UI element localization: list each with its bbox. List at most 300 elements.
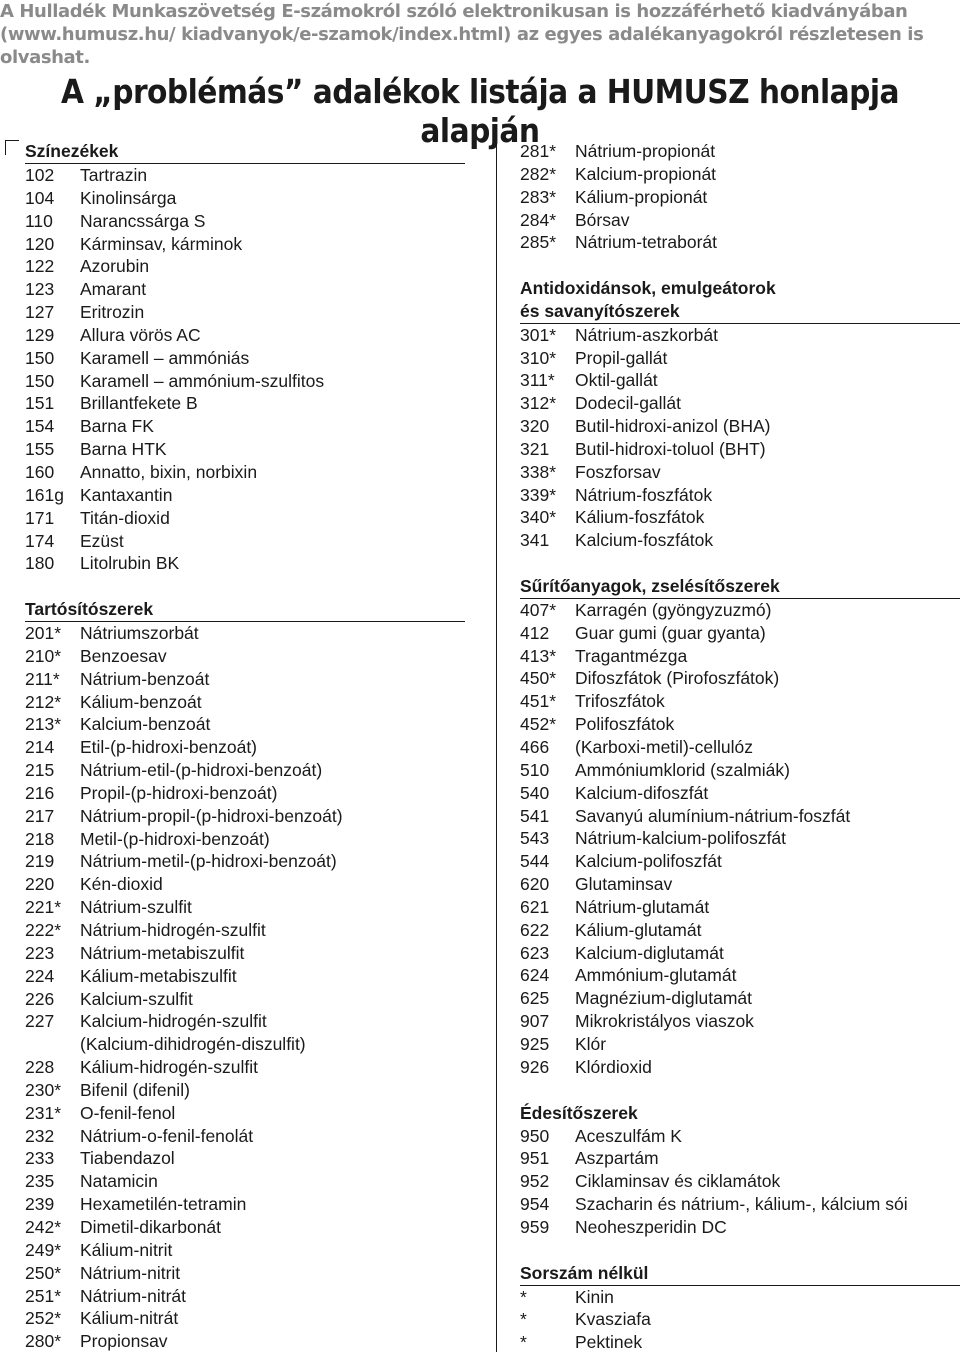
- additive-name: Kálium-glutamát: [575, 919, 702, 940]
- e-number: 340*: [520, 507, 557, 528]
- e-number: 252*: [25, 1308, 62, 1329]
- additive-name: Polifoszfátok: [575, 714, 675, 735]
- additive-name: Kalcium-diglutamát: [575, 942, 724, 963]
- e-number: 214: [25, 737, 55, 758]
- e-number: 226: [25, 988, 55, 1009]
- additive-name-line-2: (Kalcium-dihidrogén-diszulfit): [80, 1034, 306, 1055]
- list-item: [520, 987, 960, 1010]
- list-item: [520, 759, 960, 782]
- additive-name: Dodecil-gallát: [575, 393, 682, 414]
- additive-name: Propil-(p-hidroxi-benzoát): [80, 782, 278, 803]
- e-number: 282*: [520, 163, 557, 184]
- list-item: [520, 599, 960, 622]
- list-item: [520, 1033, 960, 1056]
- additive-name: Ammóniumklorid (szalmiák): [575, 759, 790, 780]
- list-item: [25, 438, 465, 461]
- list-item: [520, 713, 960, 736]
- spacer: [520, 254, 960, 277]
- e-number: 321: [520, 438, 550, 459]
- additive-name: Propil-gallát: [575, 347, 668, 368]
- list-item: [520, 736, 960, 759]
- additive-name: Litolrubin BK: [80, 553, 180, 574]
- e-number: 180: [25, 553, 55, 574]
- list-item: [25, 965, 465, 988]
- additive-name: Difoszfátok (Pirofoszfátok): [575, 668, 780, 689]
- e-number: 413*: [520, 645, 557, 666]
- additive-name: Tragantmézga: [575, 645, 688, 666]
- spacer: [520, 1239, 960, 1262]
- list-item: [25, 1079, 465, 1102]
- e-number: 907: [520, 1011, 550, 1032]
- e-number: 621: [520, 896, 550, 917]
- e-number: 122: [25, 256, 55, 277]
- list-item: [25, 988, 465, 1011]
- list-suritoanyagok: [520, 599, 960, 1079]
- e-number: *: [520, 1309, 527, 1330]
- additive-name: Kálium-nitrát: [80, 1308, 179, 1329]
- additive-name: Kén-dioxid: [80, 874, 163, 895]
- e-number: 223: [25, 942, 55, 963]
- additive-name: Nátrium-nitrát: [80, 1285, 186, 1306]
- list-item: [520, 1056, 960, 1079]
- e-number: 281*: [520, 141, 557, 161]
- list-item: [520, 1010, 960, 1033]
- e-number: 510: [520, 759, 550, 780]
- list-item: [25, 759, 465, 782]
- additive-name: Karragén (gyöngyzuzmó): [575, 599, 772, 620]
- list-item: [520, 850, 960, 873]
- list-item: [25, 324, 465, 347]
- list-item: [25, 1170, 465, 1193]
- list-item: [25, 1147, 465, 1170]
- page-title: A „problémás” adalékok listája a HUMUSZ honlapja alapján: [60, 72, 899, 150]
- list-item: [520, 140, 960, 163]
- list-item: [25, 1239, 465, 1262]
- e-number: 283*: [520, 186, 557, 207]
- e-number: 222*: [25, 920, 62, 940]
- additive-name: Nátrium-benzoát: [80, 668, 210, 689]
- list-item: [25, 873, 465, 896]
- list-item: [25, 850, 465, 873]
- e-number: 127: [25, 302, 55, 323]
- e-number: 217: [25, 805, 55, 826]
- additive-name: Etil-(p-hidroxi-benzoát): [80, 737, 258, 758]
- list-item: [25, 461, 465, 484]
- list-item: [520, 805, 960, 828]
- spacer: [25, 575, 465, 598]
- additive-name: Kálium-propionát: [575, 186, 708, 207]
- list-item: [25, 805, 465, 828]
- list-item: [520, 438, 960, 461]
- e-number: 211*: [25, 668, 60, 689]
- e-number: 224: [25, 965, 55, 986]
- e-number: 233: [25, 1148, 55, 1169]
- additive-name: Nátrium-kalcium-polifoszfát: [575, 828, 787, 849]
- right-column: [520, 140, 960, 1354]
- additive-name: Butil-hidroxi-anizol (BHA): [575, 416, 771, 437]
- additive-name: Nátrium-szulfit: [80, 897, 192, 918]
- additive-name: Dimetil-dikarbonát: [80, 1216, 222, 1237]
- e-number: 544: [520, 851, 550, 872]
- additive-name: Kalcium-propionát: [575, 163, 717, 184]
- additive-name: Propionsav: [80, 1331, 168, 1352]
- additive-name: Azorubin: [80, 256, 150, 277]
- list-item: [25, 782, 465, 805]
- e-number: 285*: [520, 232, 557, 253]
- additive-name: Kálium-hidrogén-szulfit: [80, 1057, 258, 1078]
- list-item: [25, 622, 465, 645]
- e-number: 154: [25, 416, 55, 437]
- section-heading-suritoanyagok: Sűrítőanyagok, zselésítőszerek: [520, 575, 960, 599]
- additive-name: Amarant: [80, 279, 147, 300]
- list-item: [25, 484, 465, 507]
- e-number: 407*: [520, 599, 557, 620]
- additive-name: Nátrium-metil-(p-hidroxi-benzoát): [80, 851, 337, 872]
- e-number: 950: [520, 1125, 550, 1146]
- list-item: [520, 1193, 960, 1216]
- list-item: [520, 622, 960, 645]
- additive-name: Eritrozin: [80, 302, 145, 323]
- additive-name: O-fenil-fenol: [80, 1102, 176, 1123]
- additive-name: Kinin: [575, 1286, 614, 1307]
- section-heading-edesitoszerek: Édesítőszerek: [520, 1102, 638, 1123]
- list-szinezekek: [25, 164, 465, 575]
- e-number: 150: [25, 347, 55, 368]
- list-item: [25, 370, 465, 393]
- list-item: [25, 828, 465, 851]
- e-number: 230*: [25, 1079, 62, 1100]
- additive-name: Kálium-benzoát: [80, 691, 202, 712]
- additive-name: Nátrium-nitrit: [80, 1262, 181, 1283]
- e-number: 450*: [520, 668, 557, 689]
- list-item: [520, 1147, 960, 1170]
- e-number: *: [520, 1332, 527, 1353]
- additive-name: Kálium-metabiszulfit: [80, 965, 237, 986]
- additive-name: Neoheszperidin DC: [575, 1216, 727, 1237]
- list-item: [520, 231, 960, 254]
- additive-name: Benzoesav: [80, 645, 167, 666]
- e-number: 280*: [25, 1331, 62, 1352]
- e-number: 219: [25, 851, 55, 872]
- e-number: 310*: [520, 347, 557, 368]
- e-number: 249*: [25, 1239, 62, 1260]
- list-continued: [520, 140, 960, 254]
- e-number: 174: [25, 530, 55, 551]
- list-item: [25, 1056, 465, 1079]
- list-item: [25, 1285, 465, 1308]
- list-item: [25, 530, 465, 553]
- additive-name: Nátrium-propionát: [575, 141, 716, 161]
- list-item: [520, 392, 960, 415]
- list-item: [25, 645, 465, 668]
- additive-name: Nátrium-hidrogén-szulfit: [80, 920, 266, 940]
- e-number: 239: [25, 1194, 55, 1215]
- additive-name: Barna HTK: [80, 439, 167, 460]
- list-item: [25, 691, 465, 714]
- e-number: 102: [25, 165, 55, 185]
- list-item: [25, 552, 465, 575]
- e-number: 543: [520, 828, 550, 849]
- e-number: 151: [25, 393, 55, 414]
- e-number: *: [520, 1286, 527, 1307]
- list-item: [520, 461, 960, 484]
- list-item: [520, 896, 960, 919]
- list-item: [25, 347, 465, 370]
- e-number: 312*: [520, 393, 557, 414]
- e-number: 412: [520, 622, 550, 643]
- additive-name: [80, 1010, 465, 1056]
- additive-name: Karamell – ammónium-szulfitos: [80, 370, 325, 391]
- e-number: 235: [25, 1171, 55, 1192]
- additive-name: Kalcium-szulfit: [80, 988, 193, 1009]
- intro-note: A Hulladék Munkaszövetség E-számokról szóló elektronikusan is hozzáférhető kiadványában (www.humusz.hu/ kiadvanyok/e-szamok/index.html) az egyes adalékanyagokról részletesen is olvashat.: [0, 1, 924, 68]
- additive-name: Ezüst: [80, 530, 124, 551]
- e-number: 541: [520, 805, 550, 826]
- additive-name: Kalcium-foszfátok: [575, 530, 714, 551]
- section-heading-tartositoszerek: Tartósítószerek: [25, 598, 465, 622]
- list-item: [520, 1125, 960, 1148]
- additive-name: Nátrium-aszkorbát: [575, 324, 718, 345]
- additive-name: Nátrium-glutamát: [575, 896, 710, 917]
- e-number: 129: [25, 324, 55, 345]
- e-number: 232: [25, 1125, 55, 1146]
- additive-name: Tiabendazol: [80, 1148, 175, 1169]
- additive-name: Klór: [575, 1033, 607, 1054]
- list-item: [25, 1307, 465, 1330]
- additive-name: Nátrium-etil-(p-hidroxi-benzoát): [80, 760, 323, 781]
- list-item: [25, 736, 465, 759]
- additive-name: Kinolinsárga: [80, 187, 177, 208]
- e-number: 212*: [25, 691, 62, 712]
- e-number: 951: [520, 1148, 550, 1169]
- list-item: [25, 507, 465, 530]
- additive-name: Foszforsav: [575, 461, 661, 482]
- list-item: [520, 827, 960, 850]
- list-item: [25, 942, 465, 965]
- section-heading-antioxidansok: [520, 277, 960, 324]
- e-number: 284*: [520, 209, 557, 230]
- additive-name: Narancssárga S: [80, 210, 206, 231]
- e-number: 301*: [520, 324, 557, 345]
- list-item: [25, 301, 465, 324]
- heading-line-2: és savanyítószerek: [520, 300, 680, 321]
- list-item: [25, 668, 465, 691]
- list-item: [520, 484, 960, 507]
- e-number: 540: [520, 782, 550, 803]
- e-number: 954: [520, 1194, 550, 1215]
- list-item: [520, 667, 960, 690]
- additive-name: Titán-dioxid: [80, 507, 170, 528]
- e-number: 452*: [520, 714, 557, 735]
- column-divider: [496, 140, 497, 1352]
- e-number: 221*: [25, 897, 62, 918]
- list-item: [25, 187, 465, 210]
- e-number: 466: [520, 737, 550, 757]
- spacer: [520, 552, 960, 575]
- additive-name: Bifenil (difenil): [80, 1079, 190, 1100]
- additive-name: Kálium-foszfátok: [575, 507, 705, 528]
- list-item: [520, 506, 960, 529]
- additive-name: Hexametilén-tetramin: [80, 1194, 247, 1215]
- additive-name: (Karboxi-metil)-cellulóz: [575, 737, 753, 757]
- e-number: 227: [25, 1011, 55, 1032]
- additive-name: Glutaminsav: [575, 874, 673, 895]
- list-item: [520, 919, 960, 942]
- list-item: [520, 942, 960, 965]
- additive-name: Brillantfekete B: [80, 393, 198, 414]
- additive-name: Bórsav: [575, 209, 630, 230]
- list-item: [25, 896, 465, 919]
- additive-name: Nátrium-o-fenil-fenolát: [80, 1125, 254, 1146]
- e-number: 242*: [25, 1216, 62, 1237]
- additive-name: Aceszulfám K: [575, 1125, 682, 1146]
- list-item: [25, 255, 465, 278]
- e-number: 451*: [520, 691, 557, 712]
- additive-name: Aszpartám: [575, 1148, 659, 1169]
- e-number: 215: [25, 760, 55, 781]
- e-number: 925: [520, 1033, 550, 1054]
- list-item: [520, 873, 960, 896]
- additive-name: Nátrium-propil-(p-hidroxi-benzoát): [80, 805, 343, 826]
- list-item: [520, 1286, 960, 1309]
- list-item: [520, 964, 960, 987]
- additive-name: Pektinek: [575, 1332, 643, 1353]
- list-item: [520, 1308, 960, 1331]
- list-item: [25, 278, 465, 301]
- additive-name: Klórdioxid: [575, 1056, 652, 1077]
- e-number: 220: [25, 874, 55, 895]
- additive-name: Kalcium-difoszfát: [575, 782, 709, 803]
- e-number: 623: [520, 942, 550, 963]
- list-sorszam-nelkul: [520, 1286, 960, 1355]
- e-number: 320: [520, 416, 550, 437]
- e-number: 213*: [25, 714, 62, 735]
- additive-name: Butil-hidroxi-toluol (BHT): [575, 438, 766, 459]
- additive-name: Nátriumszorbát: [80, 623, 199, 644]
- additive-name: Nátrium-foszfátok: [575, 484, 713, 505]
- e-number: 228: [25, 1057, 55, 1078]
- list-item: [520, 347, 960, 370]
- list-item: [25, 1193, 465, 1216]
- heading-line-1: Antidoxidánsok, emulgeátorok: [520, 278, 776, 299]
- e-number: 201*: [25, 623, 62, 644]
- corner-rule: [5, 140, 19, 141]
- e-number: 624: [520, 965, 550, 986]
- e-number: 311*: [520, 370, 555, 391]
- list-item: [25, 1102, 465, 1125]
- additive-name: Kárminsav, kárminok: [80, 233, 243, 254]
- list-item: [520, 529, 960, 552]
- additive-name: Oktil-gallát: [575, 370, 658, 391]
- e-number: 251*: [25, 1285, 62, 1306]
- list-item: [25, 164, 465, 187]
- additive-name: Ammónium-glutamát: [575, 965, 737, 986]
- e-number: 620: [520, 874, 550, 895]
- e-number: 622: [520, 919, 550, 940]
- e-number: 952: [520, 1171, 550, 1192]
- list-item: [520, 690, 960, 713]
- left-column: [25, 140, 465, 1353]
- list-item: [25, 233, 465, 256]
- additive-name: Nátrium-tetraborát: [575, 232, 717, 253]
- e-number: 231*: [25, 1102, 62, 1123]
- additive-name: Kálium-nitrit: [80, 1239, 173, 1260]
- additive-name: Natamicin: [80, 1171, 158, 1192]
- additive-name: Allura vörös AC: [80, 324, 201, 345]
- list-item: [520, 1216, 960, 1239]
- list-item: [520, 209, 960, 232]
- e-number: 338*: [520, 461, 557, 482]
- additive-name: Trifoszfátok: [575, 691, 665, 712]
- additive-name: Karamell – ammóniás: [80, 347, 250, 368]
- list-item: [520, 415, 960, 438]
- e-number: 150: [25, 370, 55, 391]
- section-heading-sorszam-nelkul: Sorszám nélkül: [520, 1262, 960, 1286]
- additive-name: Kalcium-polifoszfát: [575, 851, 722, 872]
- additive-name: Kantaxantin: [80, 484, 173, 505]
- additive-name: Barna FK: [80, 416, 154, 437]
- list-item: [25, 713, 465, 736]
- list-item: [25, 415, 465, 438]
- section-heading-szinezekek: Színezékek: [25, 140, 465, 164]
- additive-name: Guar gumi (guar gyanta): [575, 622, 766, 643]
- additive-name: Savanyú alumínium-nátrium-foszfát: [575, 805, 851, 826]
- list-item: [520, 645, 960, 668]
- spacer: [520, 1079, 960, 1102]
- list-antioxidansok: [520, 324, 960, 552]
- additive-name: Nátrium-metabiszulfit: [80, 942, 245, 963]
- e-number: 123: [25, 279, 55, 300]
- list-item: [520, 1170, 960, 1193]
- e-number: 926: [520, 1056, 550, 1077]
- additive-name: Mikrokristályos viaszok: [575, 1011, 754, 1032]
- e-number: 120: [25, 233, 55, 254]
- list-item: [25, 1330, 465, 1353]
- list-item: [25, 1262, 465, 1285]
- additive-name: Tartrazin: [80, 165, 148, 185]
- e-number: 216: [25, 782, 55, 803]
- e-number: 104: [25, 187, 55, 208]
- additive-name: Annatto, bixin, norbixin: [80, 461, 258, 482]
- e-number: 625: [520, 988, 550, 1009]
- additive-name: Kalcium-benzoát: [80, 714, 211, 735]
- e-number: 171: [25, 507, 55, 528]
- e-number: 160: [25, 461, 55, 482]
- list-edesitoszerek: [520, 1125, 960, 1239]
- list-item: [25, 210, 465, 233]
- e-number: 110: [25, 210, 53, 231]
- e-number: 161g: [25, 484, 64, 505]
- left-edge-rule: [5, 140, 6, 155]
- additive-name: Metil-(p-hidroxi-benzoát): [80, 828, 270, 849]
- additive-name: Magnézium-diglutamát: [575, 988, 753, 1009]
- list-item: [520, 186, 960, 209]
- list-item: [520, 324, 960, 347]
- additive-name: Szacharin és nátrium-, kálium-, kálcium sói: [575, 1194, 908, 1215]
- e-number: 210*: [25, 645, 62, 666]
- list-item: [25, 1216, 465, 1239]
- list-item: [25, 919, 465, 942]
- list-tartositoszerek: [25, 622, 465, 1353]
- list-item: [520, 782, 960, 805]
- list-item: [520, 369, 960, 392]
- additive-name: Kvasziafa: [575, 1309, 651, 1330]
- e-number: 341: [520, 530, 550, 551]
- list-item: [25, 1125, 465, 1148]
- list-item: [520, 163, 960, 186]
- e-number: 959: [520, 1216, 550, 1237]
- list-item: [25, 1010, 465, 1056]
